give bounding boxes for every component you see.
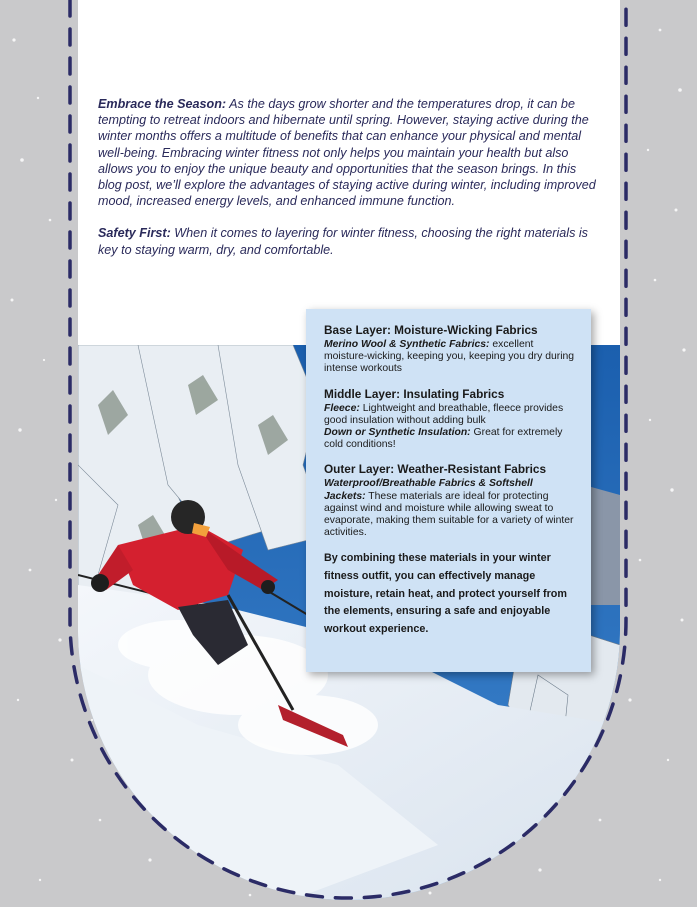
base-layer-lead: Merino Wool & Synthetic Fabrics:	[324, 339, 490, 350]
outer-layer-title: Outer Layer: Weather-Resistant Fabrics	[324, 462, 547, 477]
paragraph-safety	[98, 225, 600, 257]
paragraph-embrace	[98, 96, 600, 209]
middle-layer-title: Middle Layer: Insulating Fabrics	[324, 386, 505, 401]
base-layer-title: Base Layer: Moisture-Wicking Fabrics	[324, 323, 538, 337]
base-layer-body: excellent moisture-wicking, keeping you, keeping you dry during intense workouts	[324, 339, 575, 375]
base-layer-section	[324, 323, 577, 376]
middle-layer-section	[324, 387, 577, 452]
paragraph-safety-body: When it comes to layering for winter fitness, choosing the right materials is key to staying warm, dry, and comfortable.	[98, 226, 588, 257]
paragraph-embrace-body: As the days grow shorter and the temperatures drop, it can be tempting to retreat indoors and hibernate until spring. However, staying active during the winter months offers a multitude of benefits that can enhance your physical and mental well-being. Embracing winter fitness not only helps you maintain your health but also allows you to enjoy the unique beauty and opportunities that the season brings. In this blog post, we’ll explore the advantages of staying active during winter, including improved mood, increased energy levels, and enhanced immune function.	[98, 97, 596, 209]
outer-layer-text	[324, 478, 577, 539]
paragraph-embrace-lead: Embrace the Season:	[98, 97, 227, 111]
middle-layer-text	[324, 403, 577, 452]
closing-statement: By combining these materials in your winter fitness outfit, you can effectively manage moisture, retain heat, and protect yourself from the elements, ensuring a safe and enjoyable workout experience.	[324, 552, 567, 635]
fleece-lead: Fleece:	[324, 402, 360, 414]
layering-info-box	[306, 309, 591, 672]
down-lead: Down or Synthetic Insulation:	[324, 427, 471, 439]
down-body: Great for extremely cold conditions!	[324, 427, 563, 451]
fleece-body: Lightweight and breathable, fleece provides good insulation without adding bulk	[324, 402, 564, 426]
paragraph-safety-lead: Safety First:	[98, 226, 171, 241]
base-layer-text	[324, 339, 577, 376]
outer-layer-lead: Waterproof/Breathable Fabrics & Softshell Jackets:	[324, 478, 533, 502]
outer-layer-body: These materials are ideal for protecting against wind and moisture while allowing sweat to evaporate, making them suitable for a variety of winter activities.	[324, 490, 574, 539]
intro-text	[98, 96, 600, 274]
outer-layer-section	[324, 462, 577, 539]
